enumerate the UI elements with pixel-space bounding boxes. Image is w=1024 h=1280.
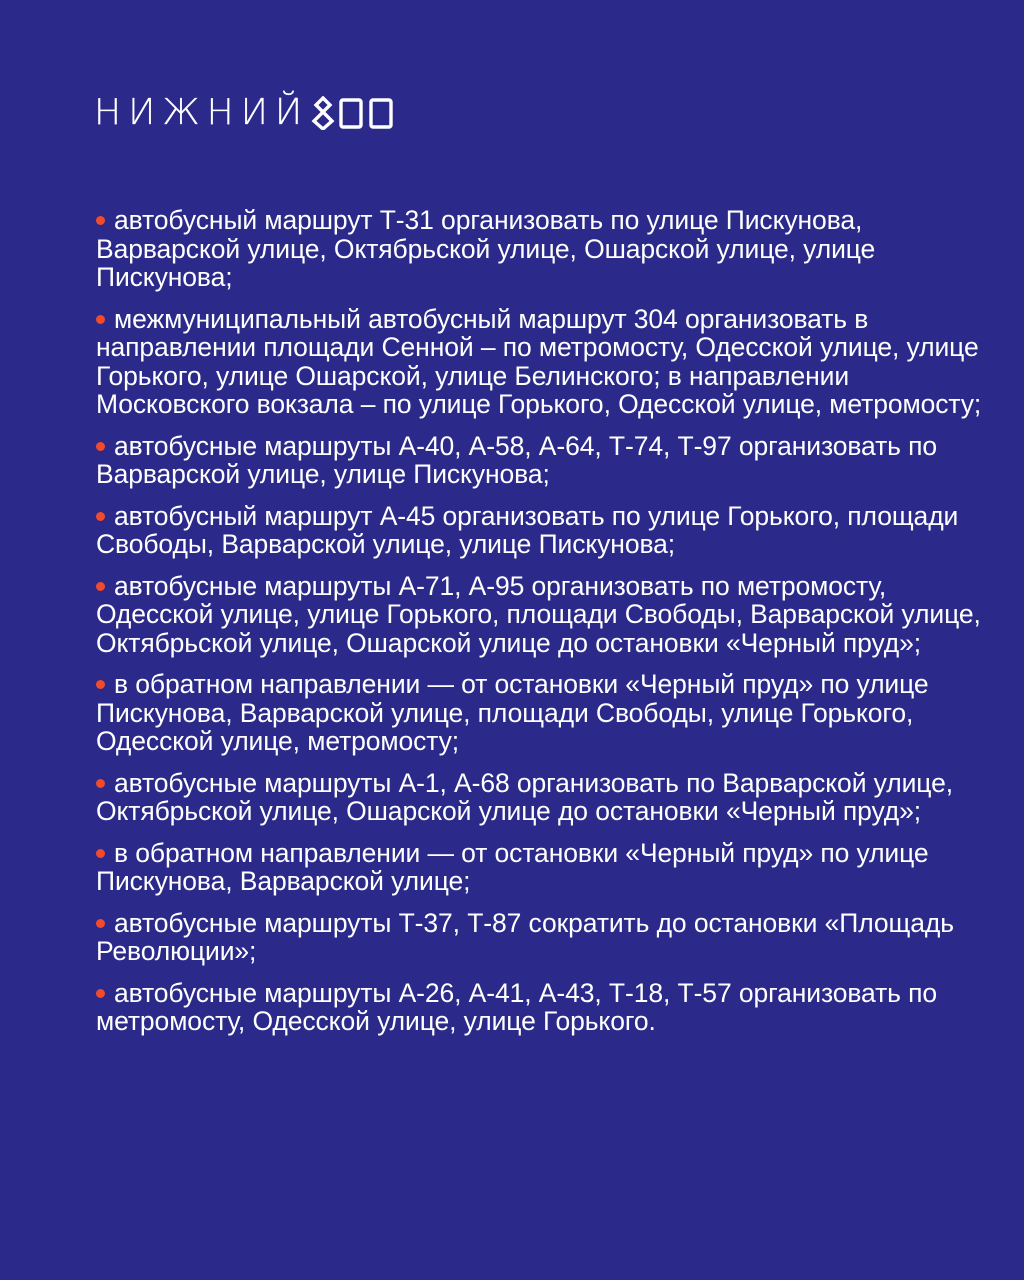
- list-item: [96, 206, 986, 292]
- list-item-text: автобусные маршруты А-1, А-68 организовать по Варварской улице, Октябрьской улице, Ошарской улице до остановки «Черный пруд»;: [96, 767, 953, 826]
- bullet-dot-icon: [96, 216, 105, 225]
- list-item-text: автобусные маршруты А-26, А-41, А-43, Т-18, Т-57 организовать по метромосту, Одесской улице, улице Горького.: [96, 977, 938, 1036]
- list-item-text: автобусный маршрут А-45 организовать по улице Горького, площади Свободы, Варварской улице, улице Пискунова;: [96, 500, 959, 559]
- list-item-text: автобусные маршруты Т-37, Т-87 сократить до остановки «Площадь Революции»;: [96, 907, 954, 966]
- list-item: [96, 572, 986, 658]
- list-item: [96, 502, 986, 559]
- route-list: [96, 206, 986, 1049]
- bullet-dot-icon: [96, 779, 105, 788]
- list-item: [96, 305, 986, 419]
- logo: [94, 92, 397, 133]
- list-item: [96, 909, 986, 966]
- list-item: [96, 769, 986, 826]
- logo-800-glyphs: [311, 96, 397, 130]
- logo-wordmark: НИЖНИЙ: [94, 92, 310, 133]
- bullet-dot-icon: [96, 582, 105, 591]
- logo-number-800: [311, 96, 397, 130]
- bullet-dot-icon: [96, 849, 105, 858]
- bullet-dot-icon: [96, 442, 105, 451]
- bullet-dot-icon: [96, 989, 105, 998]
- list-item: [96, 432, 986, 489]
- list-item-text: межмуниципальный автобусный маршрут 304 организовать в направлении площади Сенной – по метромосту, Одесской улице, улице Горького, улице Ошарской, улице Белинского; в направлении Московского вокзала – по улице Горького, Одесской улице, метромосту;: [96, 303, 982, 419]
- bullet-dot-icon: [96, 512, 105, 521]
- bullet-dot-icon: [96, 315, 105, 324]
- list-item-text: автобусный маршрут Т-31 организовать по улице Пискунова, Варварской улице, Октябрьской улице, Ошарской улице, улице Пискунова;: [96, 205, 876, 292]
- list-item: [96, 839, 986, 896]
- list-item-text: автобусные маршруты А-71, А-95 организовать по метромосту, Одесской улице, улице Горького, площади Свободы, Варварской улице, Октябрьской улице, Ошарской улице до остановки «Черный пруд»;: [96, 570, 981, 658]
- bullet-dot-icon: [96, 680, 105, 689]
- list-item: [96, 670, 986, 756]
- list-item: [96, 979, 986, 1036]
- list-item-text: в обратном направлении — от остановки «Черный пруд» по улице Пискунова, Варварской улице;: [96, 837, 929, 896]
- list-item-text: автобусные маршруты А-40, А-58, А-64, Т-74, Т-97 организовать по Варварской улице, улице Пискунова;: [96, 430, 938, 489]
- bullet-dot-icon: [96, 919, 105, 928]
- list-item-text: в обратном направлении — от остановки «Черный пруд» по улице Пискунова, Варварской улице, площади Свободы, улице Горького, Одесской улице, метромосту;: [96, 669, 929, 756]
